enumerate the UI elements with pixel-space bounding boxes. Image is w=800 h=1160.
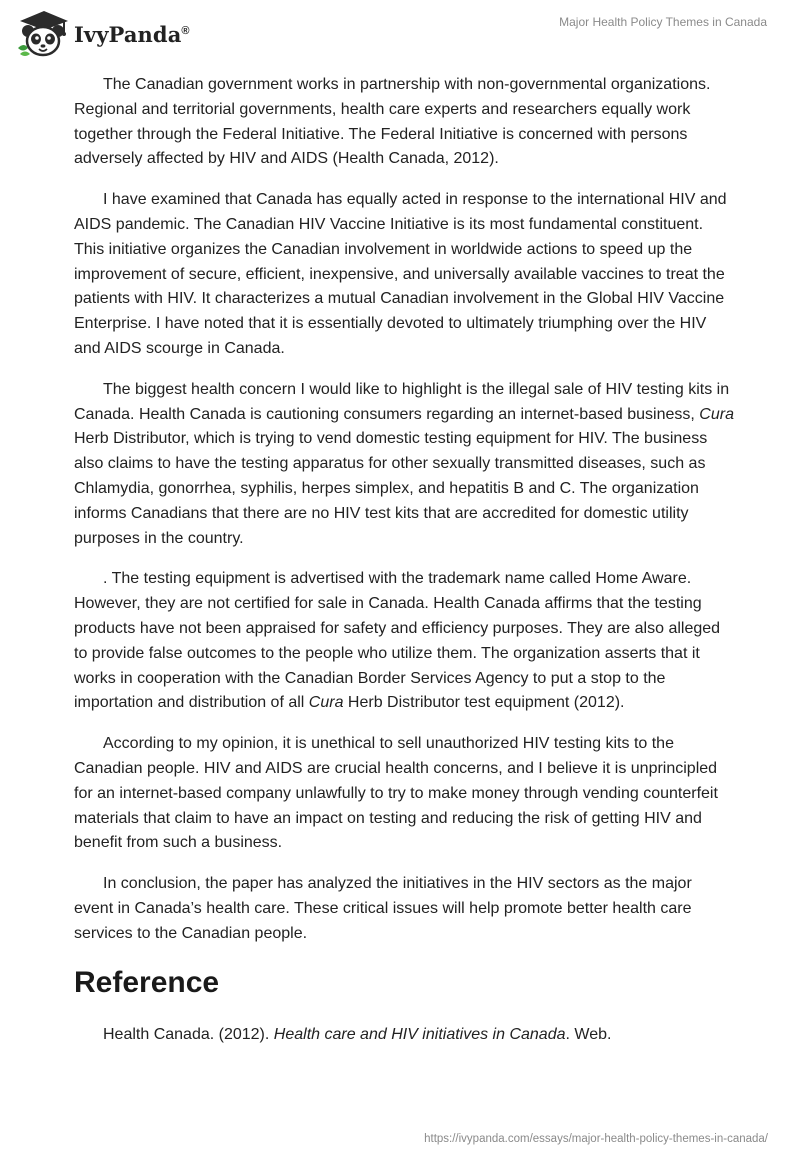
essay-body: [74, 73, 734, 1047]
paragraph-4-text-a: . The testing equipment is advertised with the trademark name called Home Aware. However, they are not certified for sale in Canada. Health Canada affirms that the testing products have not been appraised for safety and efficiency purposes. They are also alleged to provide false outcomes to the people who utilize them. The organization asserts that it works in cooperation with the Canadian Border Services Agency to put a stop to the importation and distribution of all: [74, 570, 721, 712]
reference-heading: Reference: [74, 965, 220, 999]
ivypanda-logo[interactable]: [14, 8, 190, 58]
logo-wordmark: IvyPanda®: [74, 21, 190, 47]
document-title: Major Health Policy Themes in Canada: [559, 15, 767, 29]
registered-mark: ®: [181, 24, 190, 37]
company-name-italic: Cura: [308, 694, 344, 712]
company-name-italic: Cura: [699, 405, 734, 423]
paragraph-4: [74, 567, 734, 716]
paragraph-4-text-b: Herb Distributor test equipment (2012).: [343, 694, 625, 712]
paragraph-2: I have examined that Canada has equally acted in response to the international HIV and AIDS pandemic. The Canadian HIV Vaccine Initiative is its most fundamental constituent. This initiative organizes the Canadian involvement in worldwide actions to speed up the improvement of secure, efficient, inexpensive, and universally available vaccines to treat the patients with HIV. It characterizes a mutual Canadian involvement in the Global HIV Vaccine Enterprise. I have noted that it is essentially devoted to ultimately triumphing over the HIV and AIDS scourge in Canada.: [74, 191, 727, 357]
reference-suffix: . Web.: [565, 1025, 612, 1043]
paragraph-3-text-a: The biggest health concern I would like to highlight is the illegal sale of HIV testing kits in Canada. Health Canada is cautioning consumers regarding an internet-based business,: [74, 380, 730, 423]
source-url[interactable]: https://ivypanda.com/essays/major-health-policy-themes-in-canada/: [424, 1133, 768, 1145]
paragraph-3: [74, 378, 734, 552]
paragraph-6: In conclusion, the paper has analyzed the initiatives in the HIV sectors as the major event in Canada’s health care. These critical issues will help promote better health care services to the Canadian people.: [74, 875, 692, 942]
paragraph-1: The Canadian government works in partnership with non-governmental organizations. Regional and territorial governments, health care experts and researchers equally work together through the Federal Initiative. The Federal Initiative is concerned with persons adversely affected by HIV and AIDS (Health Canada, 2012).: [74, 76, 711, 168]
paragraph-5: According to my opinion, it is unethical to sell unauthorized HIV testing kits to the Canadian people. HIV and AIDS are crucial health concerns, and I believe it is unprincipled for an internet-based company unlawfully to try to make money through vending counterfeit materials that claim to have an impact on testing and reducing the risk of getting HIV and benefit from such a business.: [74, 735, 718, 852]
reference-author-year: Health Canada. (2012).: [103, 1025, 274, 1043]
reference-title: Health care and HIV initiatives in Canada: [273, 1025, 566, 1043]
panda-graduate-icon: [14, 8, 70, 58]
page-header: [0, 0, 800, 70]
reference-entry: [103, 1023, 734, 1048]
paragraph-3-text-b: Herb Distributor, which is trying to vend domestic testing equipment for HIV. The business also claims to have the testing apparatus for other sexually transmitted diseases, such as Chlamydia, gonorrhea, syphilis, herpes simplex, and hepatitis B and C. The organization informs Canadians that there are no HIV test kits that are accredited for domestic utility purposes in the country.: [74, 430, 708, 547]
